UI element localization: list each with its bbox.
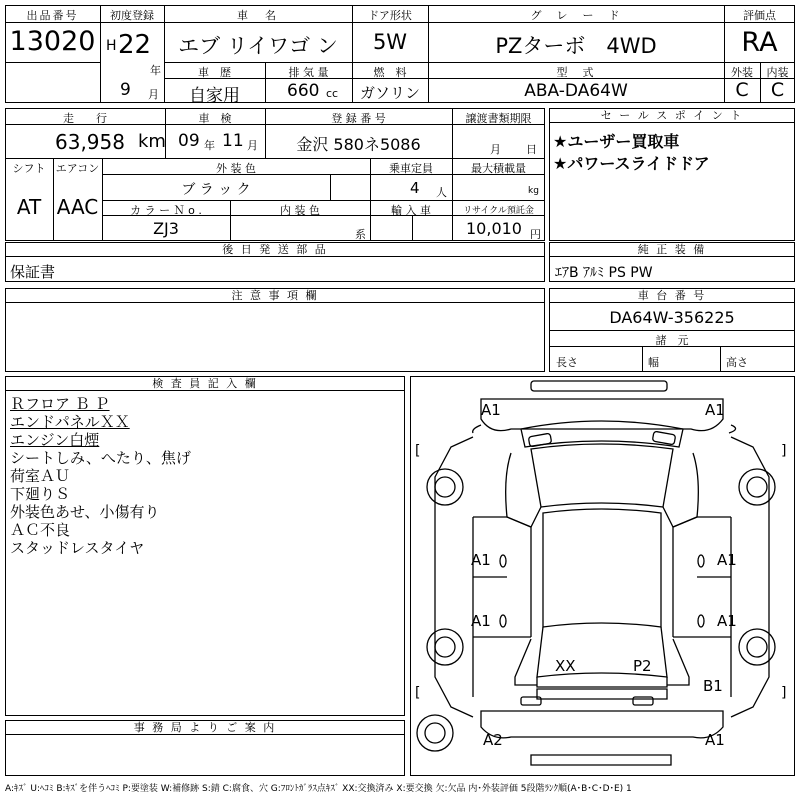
inspection-month-unit: 月 bbox=[247, 139, 258, 152]
capacity-unit: 人 bbox=[436, 186, 447, 199]
accessories-value: 保証書 bbox=[10, 263, 56, 281]
bracket-left-bottom: [ bbox=[415, 685, 421, 701]
color-label: 外 装 色 bbox=[216, 162, 256, 175]
recycle-fee: 10,010 bbox=[466, 219, 522, 238]
history: 自家用 bbox=[189, 86, 240, 106]
ac: AAC bbox=[56, 195, 99, 219]
color-no-label: カ ラ ー Ｎ o . bbox=[130, 204, 202, 217]
damage-mark: A1 bbox=[471, 612, 491, 630]
inspection-label: 車 検 bbox=[198, 112, 232, 125]
damage-mark: A1 bbox=[481, 401, 501, 419]
recycle-unit: 円 bbox=[530, 228, 541, 241]
interior-color-unit: 系 bbox=[355, 228, 366, 241]
grade: PZターボ 4WD bbox=[495, 34, 657, 58]
recycle-label: リサイクル預託金 bbox=[463, 206, 534, 216]
model: ABA-DA64W bbox=[524, 81, 628, 101]
lot-number: 13020 bbox=[9, 26, 96, 57]
history-label: 車 歴 bbox=[198, 66, 231, 79]
sales-points-box bbox=[549, 108, 795, 241]
damage-mark: P2 bbox=[633, 657, 652, 675]
exterior-grade: C bbox=[735, 79, 749, 101]
plate-label: 登 録 番 号 bbox=[331, 112, 386, 125]
name-label: 車 名 bbox=[237, 9, 279, 22]
legend: A:ｷｽﾞ U:ﾍｺﾐ B:ｷｽﾞを伴うﾍｺﾐ P:要塗装 W:補修跡 S:錆 C:腐食、穴 G:ﾌﾛﾝﾄｶﾞﾗｽ点ｷｽﾞ XX:交換済み X:要交換 欠:欠品 内･外装評価 5段階ﾗﾝｸ順(A･B･C･D･E) 1 bbox=[5, 784, 632, 794]
bracket-right-top: ] bbox=[781, 443, 787, 459]
load-label: 最大積載量 bbox=[471, 162, 526, 175]
first-reg-label: 初度登録 bbox=[110, 9, 154, 22]
rating-label: 評価点 bbox=[743, 9, 776, 22]
damage-mark: A2 bbox=[483, 731, 503, 749]
equipment-label: 純 正 装 備 bbox=[549, 243, 795, 257]
inspector-label: 検 査 員 記 入 欄 bbox=[5, 377, 405, 391]
capacity-label: 乗車定員 bbox=[389, 162, 433, 175]
damage-diagram bbox=[410, 376, 795, 776]
sales-points-label: セ ー ル ス ポ イ ン ト bbox=[549, 109, 795, 123]
inspector-note-line: 下廻りＳ bbox=[10, 485, 71, 503]
interior-label: 内装 bbox=[766, 66, 789, 79]
damage-mark: A1 bbox=[471, 551, 491, 569]
interior-grade: C bbox=[770, 79, 785, 101]
mileage-label: 走 行 bbox=[63, 112, 107, 125]
specs-label: 諸 元 bbox=[655, 334, 689, 347]
mileage: 63,958 bbox=[55, 130, 125, 154]
height-label: 高さ bbox=[726, 356, 748, 369]
door-label: ドア形状 bbox=[368, 9, 412, 22]
mileage-unit: km bbox=[138, 131, 166, 152]
exterior-color: ブ ラ ッ ク bbox=[181, 182, 251, 198]
rating: RA bbox=[741, 27, 778, 58]
fuel-label: 燃 料 bbox=[373, 66, 407, 79]
month-unit: 月 bbox=[148, 88, 159, 101]
transfer-month-unit: 月 bbox=[490, 143, 501, 156]
transfer-day-unit: 日 bbox=[526, 143, 537, 156]
damage-mark: A1 bbox=[717, 612, 737, 630]
displacement: 660 bbox=[287, 81, 320, 101]
plate-number: 金沢 580ネ5086 bbox=[296, 135, 421, 154]
import-label: 輸 入 車 bbox=[391, 204, 431, 217]
capacity: 4 bbox=[410, 179, 420, 197]
bracket-left-top: [ bbox=[415, 443, 421, 459]
car-diagram-svg bbox=[411, 377, 793, 774]
displacement-unit: cc bbox=[326, 87, 339, 100]
inspector-note-line: ＡＣ不良 bbox=[10, 521, 71, 539]
door-type: 5W bbox=[372, 30, 408, 54]
shift-label: シフト bbox=[12, 162, 46, 175]
inspector-note-line: スタッドレスタイヤ bbox=[10, 539, 145, 557]
inspector-note-line: エンドパネルＸＸ bbox=[10, 413, 130, 431]
damage-mark: XX bbox=[555, 657, 576, 675]
transfer-label: 譲渡書類期限 bbox=[465, 112, 532, 125]
ac-label: エアコン bbox=[55, 162, 100, 175]
damage-mark: A1 bbox=[717, 551, 737, 569]
damage-mark: A1 bbox=[705, 401, 725, 419]
grade-label: グ レ ー ド bbox=[530, 9, 622, 22]
lot-label: 出品番号 bbox=[26, 9, 79, 22]
first-reg-year: 22 bbox=[118, 30, 152, 60]
inspection-month: 11 bbox=[222, 131, 244, 151]
chassis-label: 車 台 番 号 bbox=[549, 289, 795, 303]
model-label: 型 式 bbox=[556, 66, 596, 79]
equipment-value: ｴｱB ｱﾙﾐ PS PW bbox=[555, 265, 653, 281]
color-no: ZJ3 bbox=[153, 219, 179, 238]
width-label: 幅 bbox=[648, 356, 659, 369]
exterior-label: 外装 bbox=[731, 66, 753, 79]
inspection-year-unit: 年 bbox=[204, 139, 215, 152]
inspector-note-line: 外装色あせ、小傷有り bbox=[10, 503, 160, 521]
era-letter: H bbox=[106, 38, 117, 54]
office-label: 事 務 局 よ り ご 案 内 bbox=[5, 721, 405, 735]
bracket-right-bottom: ] bbox=[781, 685, 787, 701]
year-unit: 年 bbox=[150, 64, 161, 77]
first-reg-month: 9 bbox=[120, 80, 131, 100]
inspection-year: 09 bbox=[178, 131, 200, 151]
interior-color-label: 内 装 色 bbox=[280, 204, 320, 217]
inspector-note-line: シートしみ、へたり、焦げ bbox=[10, 449, 191, 467]
load-unit: kg bbox=[528, 186, 539, 196]
damage-mark: A1 bbox=[705, 731, 725, 749]
notes-label: 注 意 事 項 欄 bbox=[5, 289, 545, 303]
inspector-notes bbox=[10, 395, 400, 557]
car-name: エブ リイワゴ ン bbox=[178, 34, 338, 58]
accessories-label: 後 日 発 送 部 品 bbox=[5, 243, 545, 257]
displacement-label: 排 気 量 bbox=[288, 66, 329, 79]
sales-point-2: ★パワースライドドア bbox=[553, 154, 710, 173]
inspector-note-line: エンジン白煙 bbox=[10, 431, 100, 449]
damage-mark: B1 bbox=[703, 677, 723, 695]
inspector-note-line: 荷室ＡＵ bbox=[10, 467, 71, 485]
length-label: 長さ bbox=[556, 356, 578, 369]
shift: AT bbox=[16, 195, 42, 219]
sales-point-1: ★ユーザー買取車 bbox=[553, 132, 680, 151]
inspector-note-line: Ｒフロア Ｂ Ｐ bbox=[10, 395, 110, 413]
fuel: ガソリン bbox=[359, 84, 420, 102]
chassis-number: DA64W-356225 bbox=[609, 308, 735, 327]
